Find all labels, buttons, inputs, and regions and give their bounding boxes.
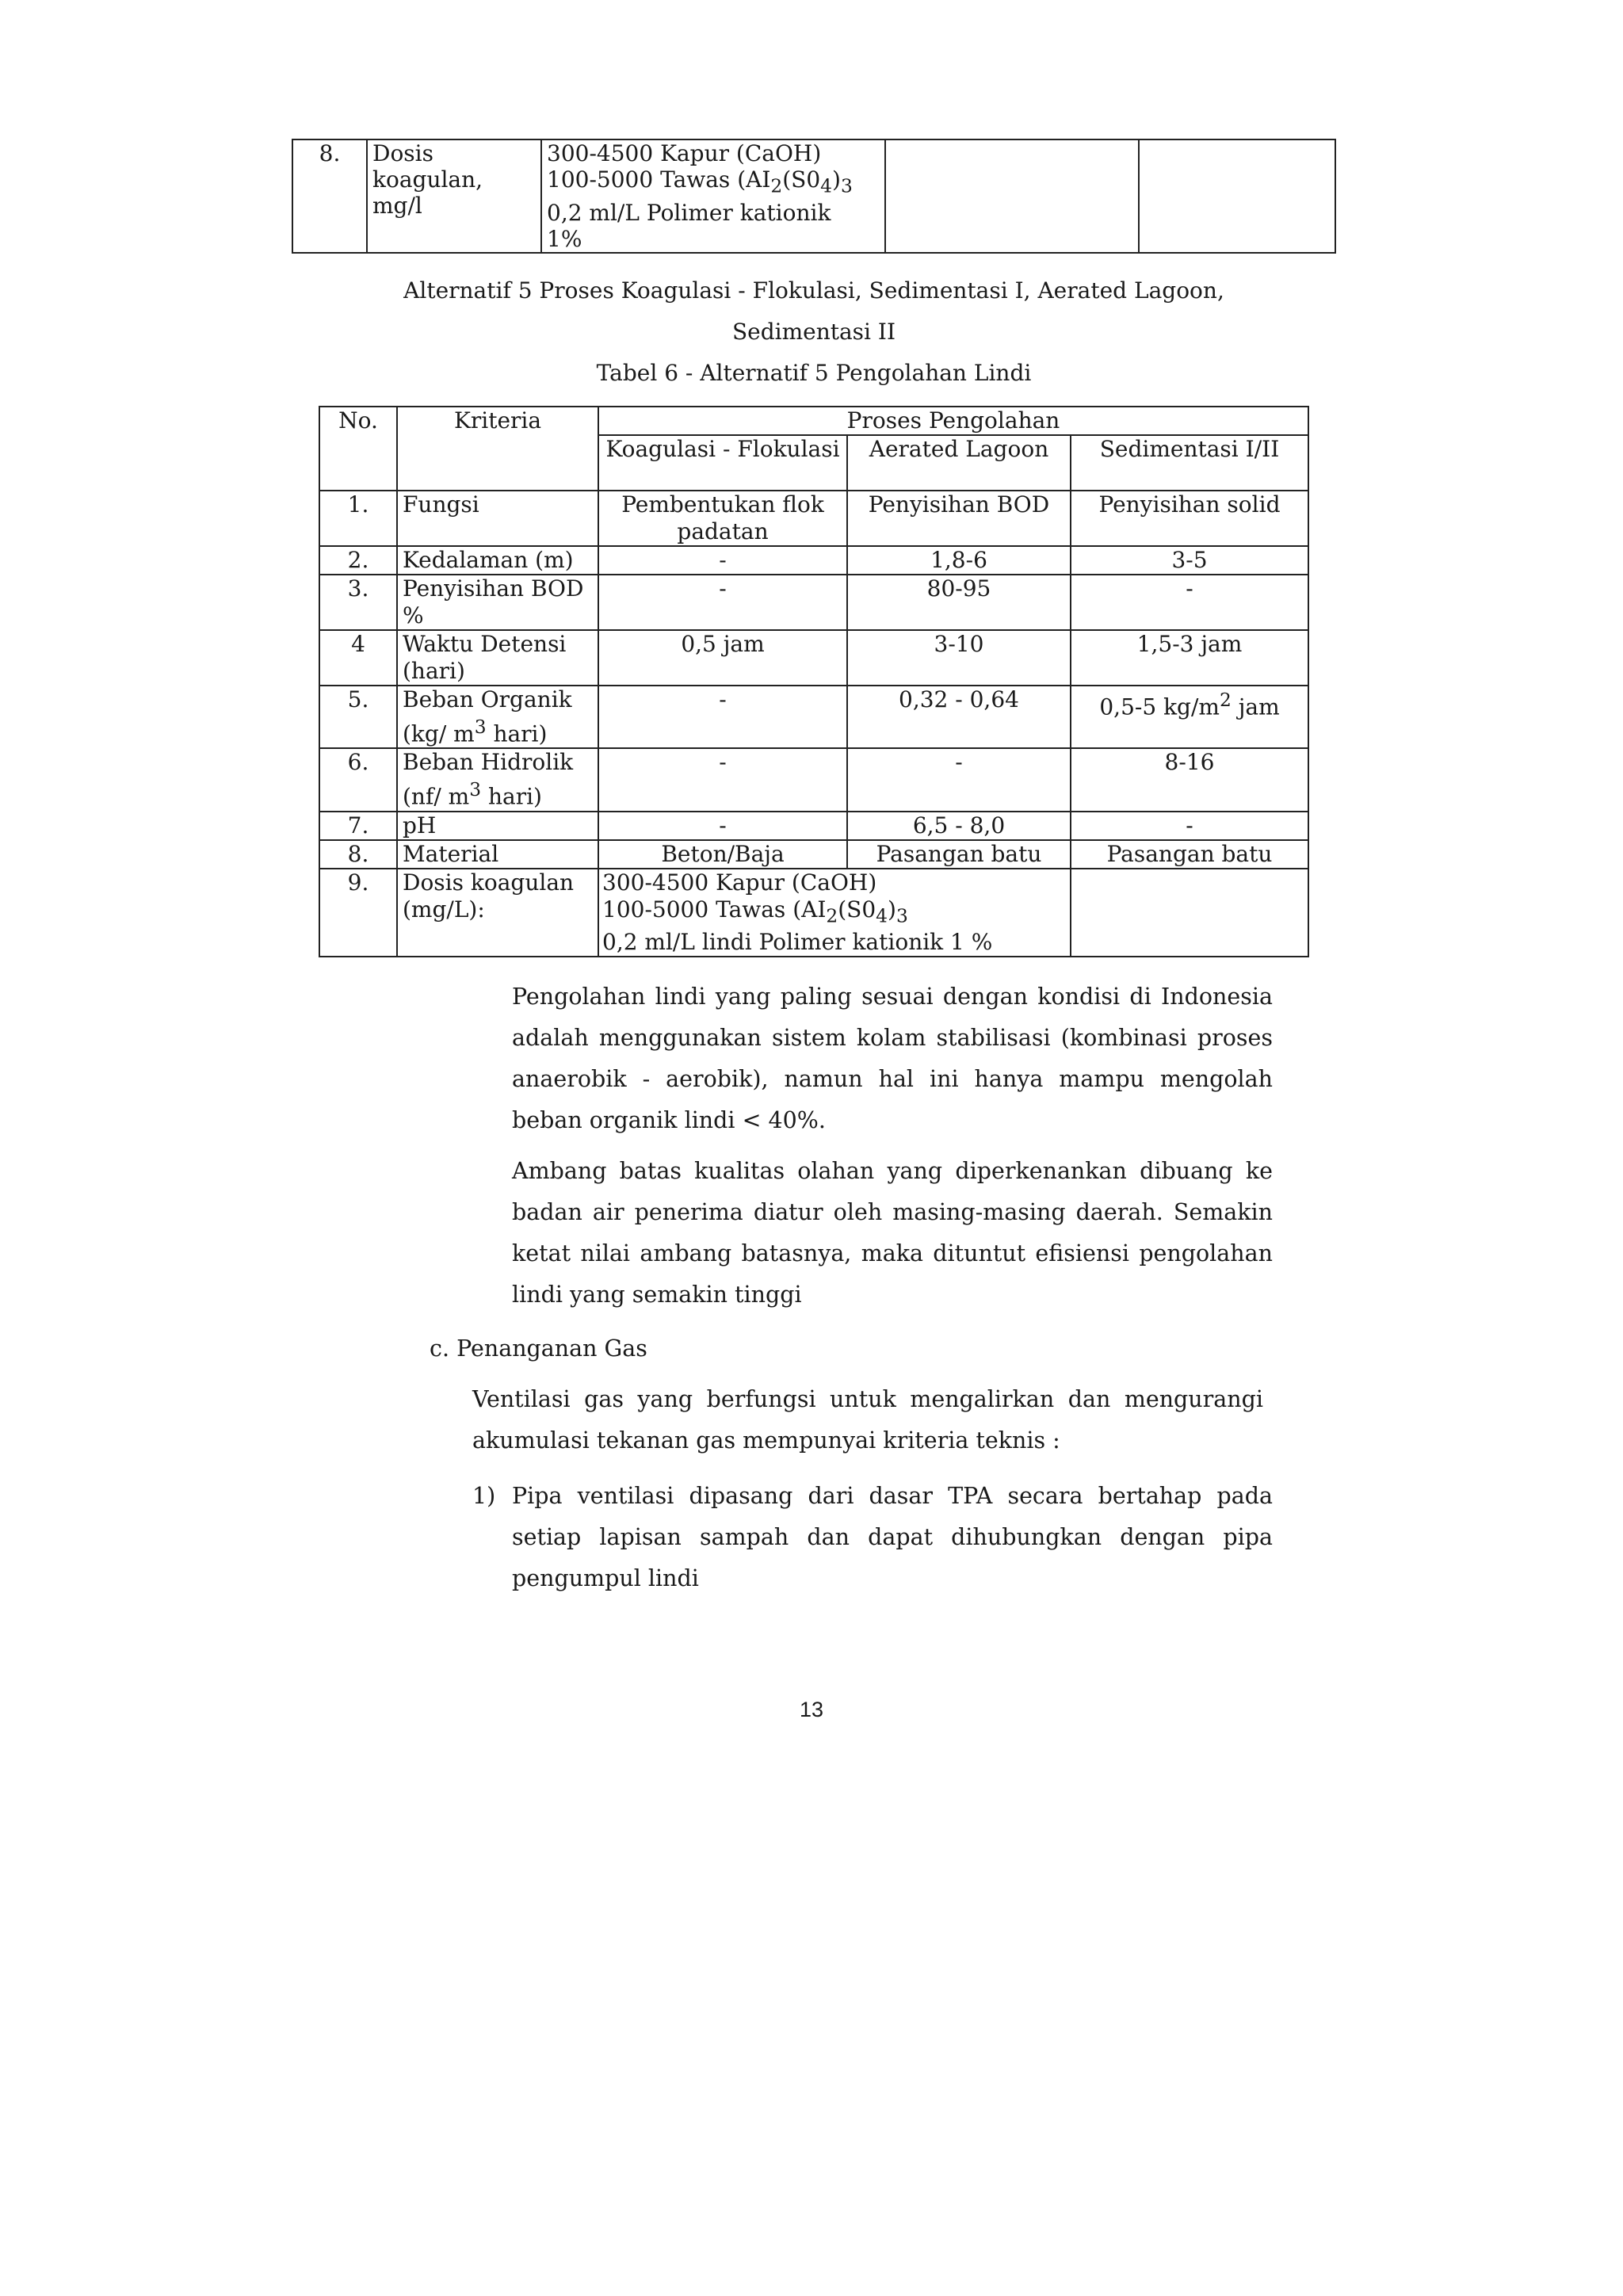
table-row: 4 Waktu Detensi (hari) 0,5 jam 3-10 1,5-3 jam	[319, 630, 1308, 686]
list-item: Pipa ventilasi dipasang dari dasar TPA secara bertahap pada setiap lapisan sampah dan dapat dihubungkan dengan pipa pengumpul lindi	[512, 1483, 1273, 1591]
section-caption-cont: Sedimentasi II	[731, 319, 896, 345]
list-number: 1)	[472, 1483, 496, 1509]
table-row: 8. Material Beton/Baja Pasangan batu Pasangan batu	[319, 840, 1308, 869]
empty-cell	[885, 139, 1139, 253]
table-row: 9. Dosis koagulan (mg/L): 300-4500 Kapur (CaOH) 100-5000 Tawas ($AI_2(S0_4)_3$ 0,2 ml/L lindi Polimer kationik 1 %	[319, 869, 1308, 957]
empty-cell	[1139, 139, 1335, 253]
treatment-table	[319, 406, 1309, 957]
table-row: 5. Beban Organik (kg/ $m^3$ hari) - 0,32 - 0,64 0,5-5 $kg/m^2$ jam	[319, 686, 1308, 748]
header-kriteria: Kriteria	[397, 407, 598, 491]
table-row: 2. Kedalaman (m) - 1,8-6 3-5	[319, 546, 1308, 575]
row-number: 8.	[292, 139, 367, 253]
paragraph: Pengolahan lindi yang paling sesuai dengan kondisi di Indonesia adalah menggunakan sistem kolam stabilisasi (kombinasi proses anaerobik - aerobik), namun hal ini hanya mampu mengolah beban organik lindi < 40%.	[512, 984, 1273, 1133]
table-header-row	[319, 407, 1308, 435]
table-row	[292, 139, 1335, 253]
empty-cell	[1071, 869, 1308, 957]
criteria-cell: Dosis koagulan, mg/l	[367, 139, 541, 253]
paragraph: Ambang batas kualitas olahan yang diperkenankan dibuang ke badan air penerima diatur oleh masing-masing daerah. Semakin ketat nilai ambang batasnya, maka dituntut efisiensi pengolahan lindi yang semakin tinggi	[512, 1158, 1273, 1308]
table-row: 6. Beban Hidrolik (nf/ $m^3$ hari) - - 8-16	[319, 748, 1308, 811]
section-caption: Alternatif 5 Proses Koagulasi - Flokulasi, Sedimentasi I, Aerated Lagoon,	[403, 277, 1224, 304]
table-row: 1. Fungsi Pembentukan flok padatan Penyisihan BOD Penyisihan solid	[319, 491, 1308, 546]
header-col1: Koagulasi - Flokulasi	[598, 435, 847, 491]
paragraph: Ventilasi gas yang berfungsi untuk mengalirkan dan mengurangi akumulasi tekanan gas mempunyai kriteria teknis :	[472, 1386, 1263, 1454]
page-number: 13	[799, 1698, 824, 1721]
dosage-cell: 300-4500 Kapur (CaOH) 100-5000 Tawas ($AI_2(S0_4)_3$ 0,2 ml/L Polimer kationik 1%	[541, 139, 885, 253]
section-heading: c. Penanganan Gas	[430, 1335, 647, 1362]
table-title: Tabel 6 - Alternatif 5 Pengolahan Lindi	[596, 360, 1032, 386]
header-col3: Sedimentasi I/II	[1071, 435, 1308, 491]
table-row: 7. pH - 6,5 - 8,0 -	[319, 812, 1308, 840]
continuation-table	[292, 139, 1336, 254]
header-no: No.	[319, 407, 397, 491]
table-row: 3. Penyisihan BOD % - 80-95 -	[319, 575, 1308, 630]
header-group: Proses Pengolahan	[598, 407, 1308, 435]
dosage-cell: 300-4500 Kapur (CaOH) 100-5000 Tawas ($AI_2(S0_4)_3$ 0,2 ml/L lindi Polimer kationik 1 %	[598, 869, 1071, 957]
header-col2: Aerated Lagoon	[847, 435, 1071, 491]
